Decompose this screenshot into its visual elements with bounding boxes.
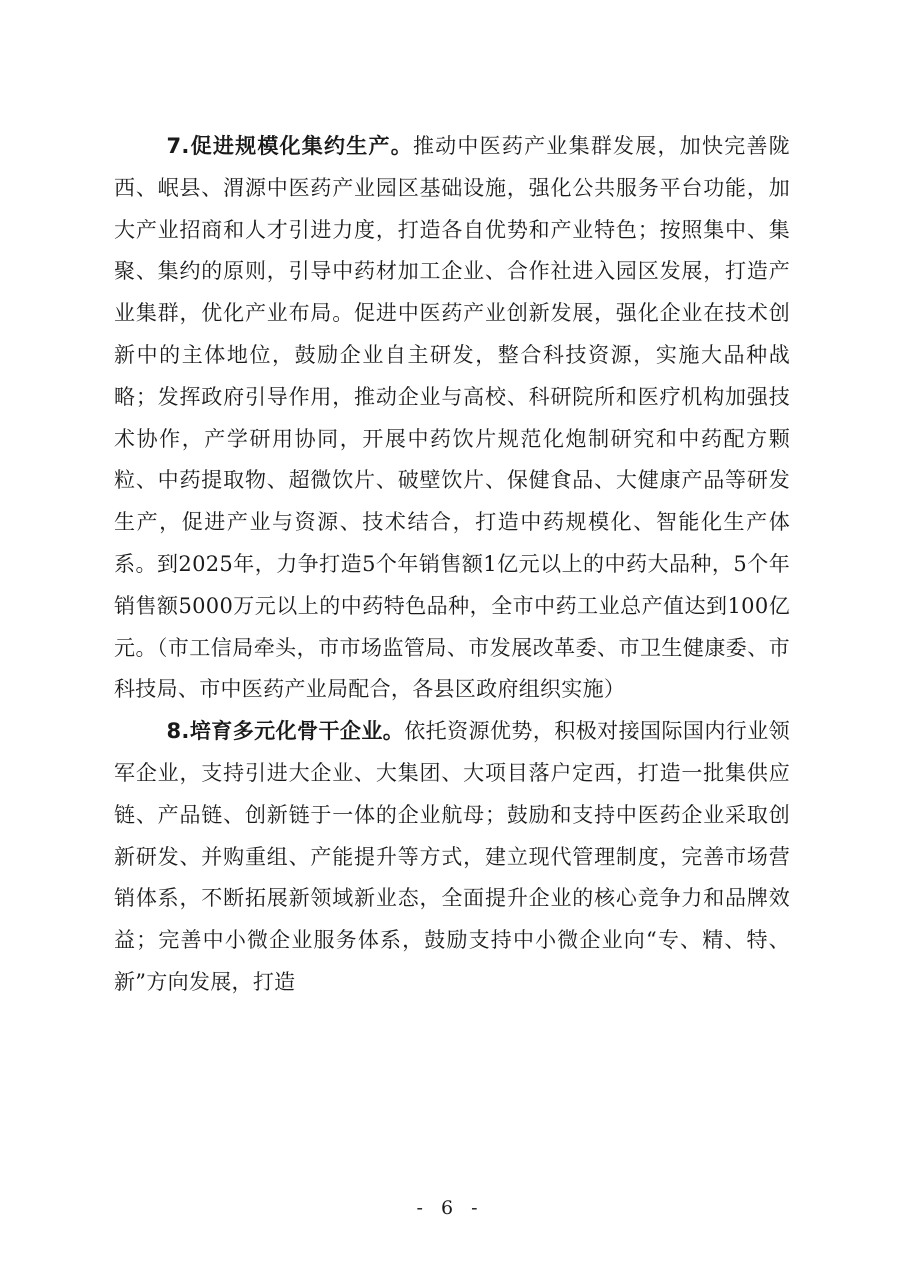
paragraph-8 <box>114 711 790 1004</box>
paragraph-7 <box>114 126 790 711</box>
page-number: - 6 - <box>416 1197 484 1219</box>
paragraph-7-text: 推动中医药产业集群发展，加快完善陇西、岷县、渭源中医药产业园区基础设施，强化公共服务平台功能，加大产业招商和人才引进力度，打造各自优势和产业特色；按照集中、集聚、集约的原则，引导中药材加工企业、合作社进入园区发展，打造产业集群，优化产业布局。促进中医药产业创新发展，强化企业在技术创新中的主体地位，鼓励企业自主研发，整合科技资源，实施大品种战略；发挥政府引导作用，推动企业与高校、科研院所和医疗机构加强技术协作，产学研用协同，开展中药饮片规范化炮制研究和中药配方颗粒、中药提取物、超微饮片、破壁饮片、保健食品、大健康产品等研发生产，促进产业与资源、技术结合，打造中药规模化、智能化生产体系。到2025年，力争打造5个年销售额1亿元以上的中药大品种，5个年销售额5000万元以上的中药特色品种，全市中药工业总产值达到100亿元。（市工信局牵头，市市场监管局、市发展改革委、市卫生健康委、市科技局、市中医药产业局配合，各县区政府组织实施） <box>114 134 790 702</box>
paragraph-7-heading: 7.促进规模化集约生产。 <box>166 134 413 158</box>
paragraph-8-text: 依托资源优势，积极对接国际国内行业领军企业，支持引进大企业、大集团、大项目落户定西，打造一批集供应链、产品链、创新链于一体的企业航母；鼓励和支持中医药企业采取创新研发、并购重组、产能提升等方式，建立现代管理制度，完善市场营销体系，不断拓展新领域新业态，全面提升企业的核心竞争力和品牌效益；完善中小微企业服务体系，鼓励支持中小微企业向“专、精、特、新”方向发展，打造 <box>114 719 790 994</box>
paragraph-8-heading: 8.培育多元化骨干企业。 <box>166 719 405 744</box>
body-text <box>114 126 790 1004</box>
